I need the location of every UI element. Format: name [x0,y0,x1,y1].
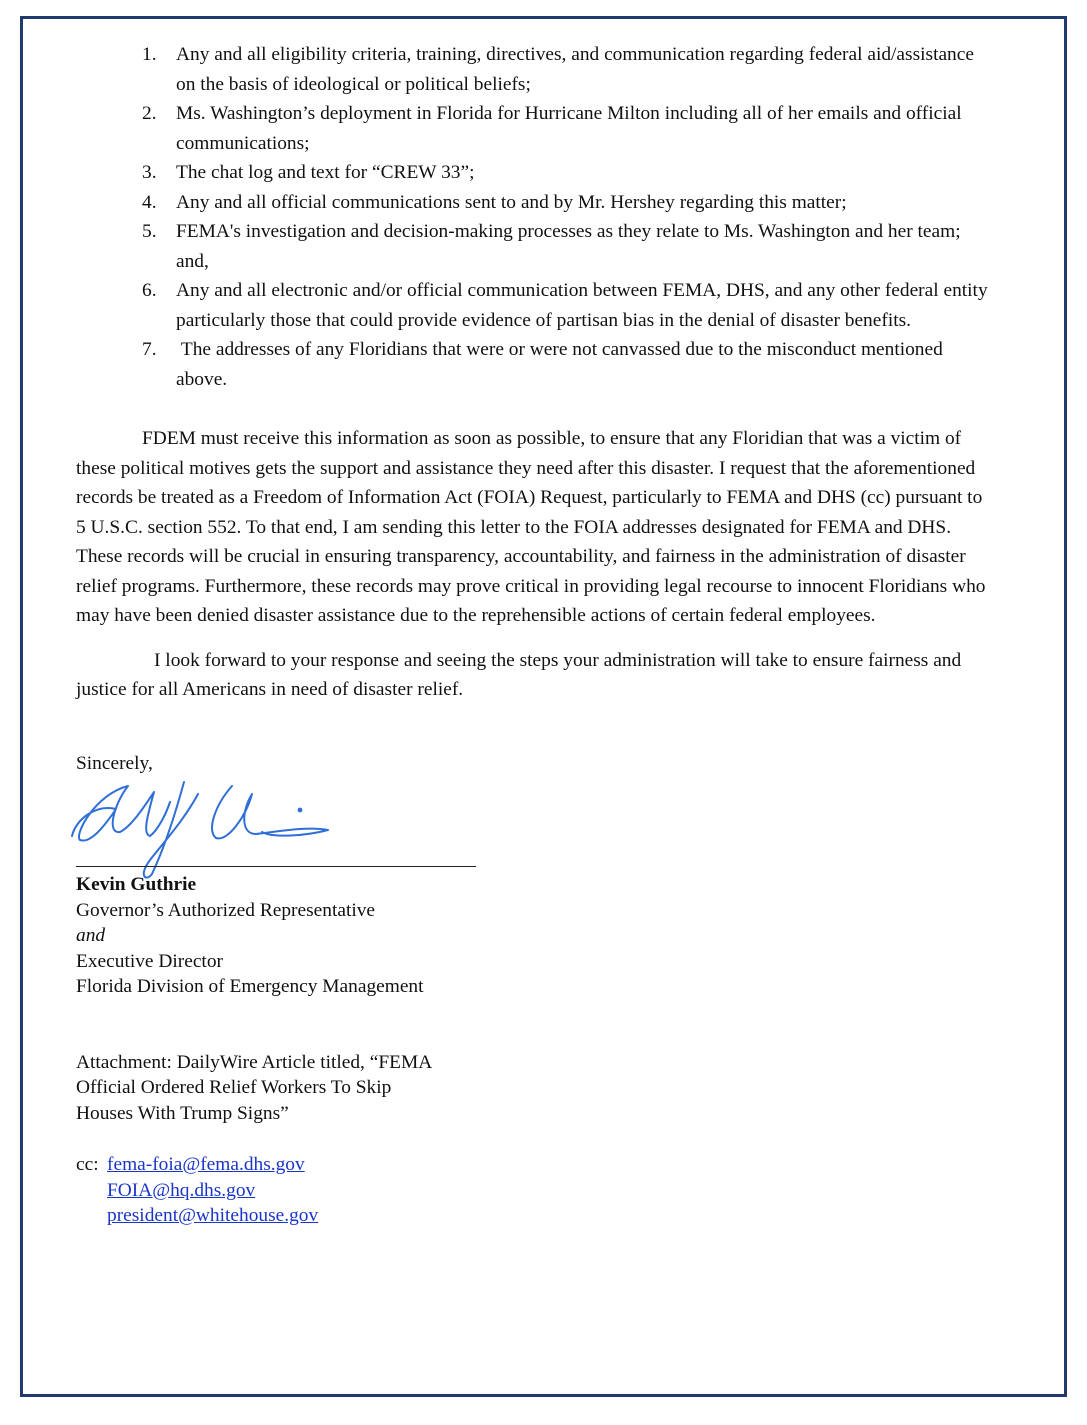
cc-email-link[interactable]: FOIA@hq.dhs.gov [107,1179,256,1201]
request-list [76,40,996,394]
letter-body [76,40,996,1229]
closing-salutation: Sincerely, [76,752,153,774]
signer-organization: Florida Division of Emergency Management [76,976,424,997]
signature-line [76,866,476,867]
attachment-note: Attachment: DailyWire Article titled, “FEMA Official Ordered Relief Workers To Skip Houses With Trump Signs” [76,1051,433,1124]
signer-conjunction: and [76,925,106,946]
paragraph-foia-request: FDEM must receive this information as soon as possible, to ensure that any Floridian that was a victim of these political motives gets the support and assistance they need after this disaster. I request that the aforementioned records be treated as a Freedom of Information Act (FOIA) Request, particularly to FEMA and DHS (cc) pursuant to 5 U.S.C. section 552. To that end, I am sending this letter to the FOIA addresses designated for FEMA and DHS. These records will be crucial in ensuring transparency, accountability, and fairness in the administration of disaster relief programs. Furthermore, these records may prove critical in providing legal recourse to innocent Floridians who may have been denied disaster assistance due to the reprehensible actions of certain federal employees. [76,428,986,626]
signer-title: Governor’s Authorized Representative [76,899,376,921]
list-item: 2. Ms. Washington’s deployment in Florida for Hurricane Milton including all of her emails and official communications; [142,103,962,154]
cc-list [76,1152,996,1229]
cc-label: cc: [76,1154,99,1175]
paragraph-closing-remarks: I look forward to your response and seeing the steps your administration will take to ensure fairness and justice for all Americans in need of disaster relief. [76,649,962,700]
list-item: 6. Any and all electronic and/or official communication between FEMA, DHS, and any other federal entity particularly those that could provide evidence of partisan bias in the denial of disaster benefits. [142,280,988,331]
signature-block [76,778,996,870]
list-item: 7. The addresses of any Floridians that were or were not canvassed due to the misconduct mentioned above. [142,339,948,390]
list-item: 1. Any and all eligibility criteria, training, directives, and communication regarding federal aid/assistance on the basis of ideological or political beliefs; [142,44,974,95]
signer-info [76,872,996,1000]
signer-name: Kevin Guthrie [76,874,197,895]
cc-email-link[interactable]: president@whitehouse.gov [107,1205,319,1226]
list-item: 4. Any and all official communications sent to and by Mr. Hershey regarding this matter; [142,191,847,213]
signer-title-2: Executive Director [76,950,223,972]
list-item: 3. The chat log and text for “CREW 33”; [142,162,475,183]
cc-email-link[interactable]: fema-foia@fema.dhs.gov [107,1154,305,1175]
list-item: 5. FEMA's investigation and decision-making processes as they relate to Ms. Washington and her team; and, [142,221,961,272]
